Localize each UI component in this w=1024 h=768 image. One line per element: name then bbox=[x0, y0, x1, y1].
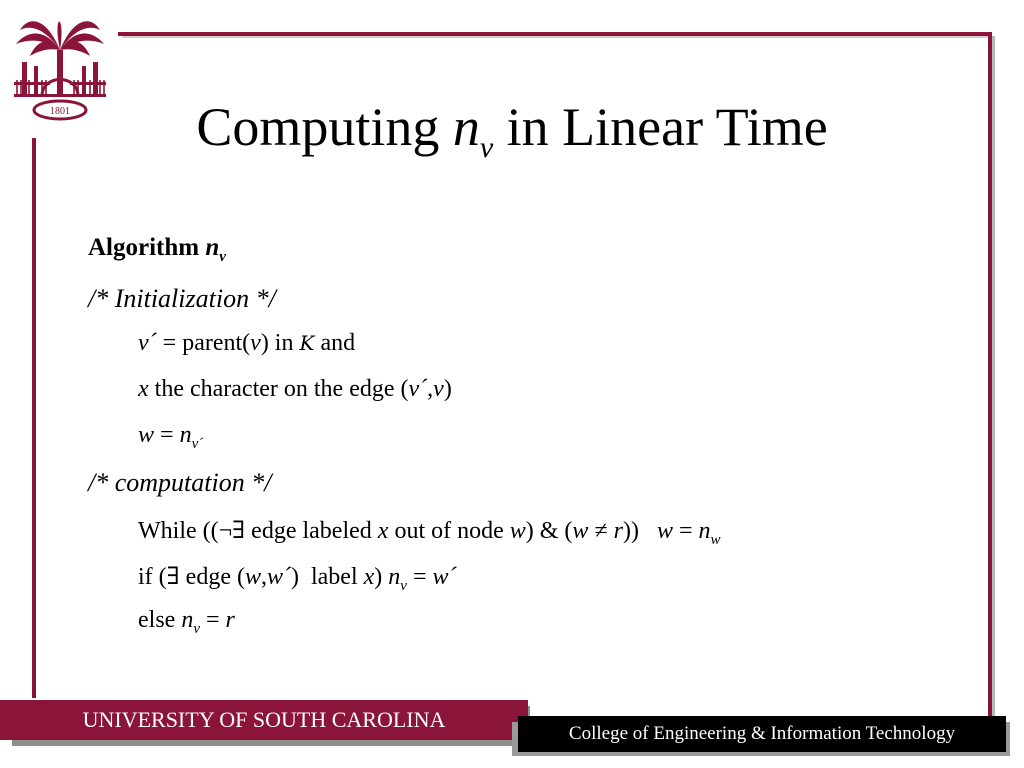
comment-initialization: /* Initialization */ bbox=[88, 284, 276, 313]
college-banner bbox=[518, 716, 1006, 752]
college-name: College of Engineering & Information Technology bbox=[568, 723, 956, 744]
university-name: UNIVERSITY OF SOUTH CAROLINA bbox=[82, 707, 446, 732]
comment-computation: /* computation */ bbox=[88, 468, 272, 497]
frame-top-shadow bbox=[122, 36, 994, 38]
line-if-condition: if (∃ edge (w,w´) label x) $n_v$ = w´ bbox=[138, 564, 457, 594]
frame-left-border bbox=[32, 138, 36, 698]
line-else-branch: else $n_v = r$ bbox=[138, 607, 235, 637]
logo-year: 1801 bbox=[50, 106, 70, 117]
page-title: Computing $n_v$ in Linear Time bbox=[196, 97, 828, 164]
line-parent-assignment: v´ = parent(v) in K and bbox=[138, 330, 356, 356]
line-while-loop: While ((¬∃ edge labeled x out of node w) & (w ≠ r)) $w = n_w$ bbox=[138, 518, 721, 548]
algorithm-heading: Algorithm $n_v$ bbox=[88, 234, 226, 265]
university-banner bbox=[0, 700, 528, 740]
line-edge-character: x the character on the edge (v´,v) bbox=[138, 376, 452, 402]
frame-top-border bbox=[118, 32, 992, 36]
line-w-assignment: $w = n_{v´}$ bbox=[138, 422, 204, 452]
